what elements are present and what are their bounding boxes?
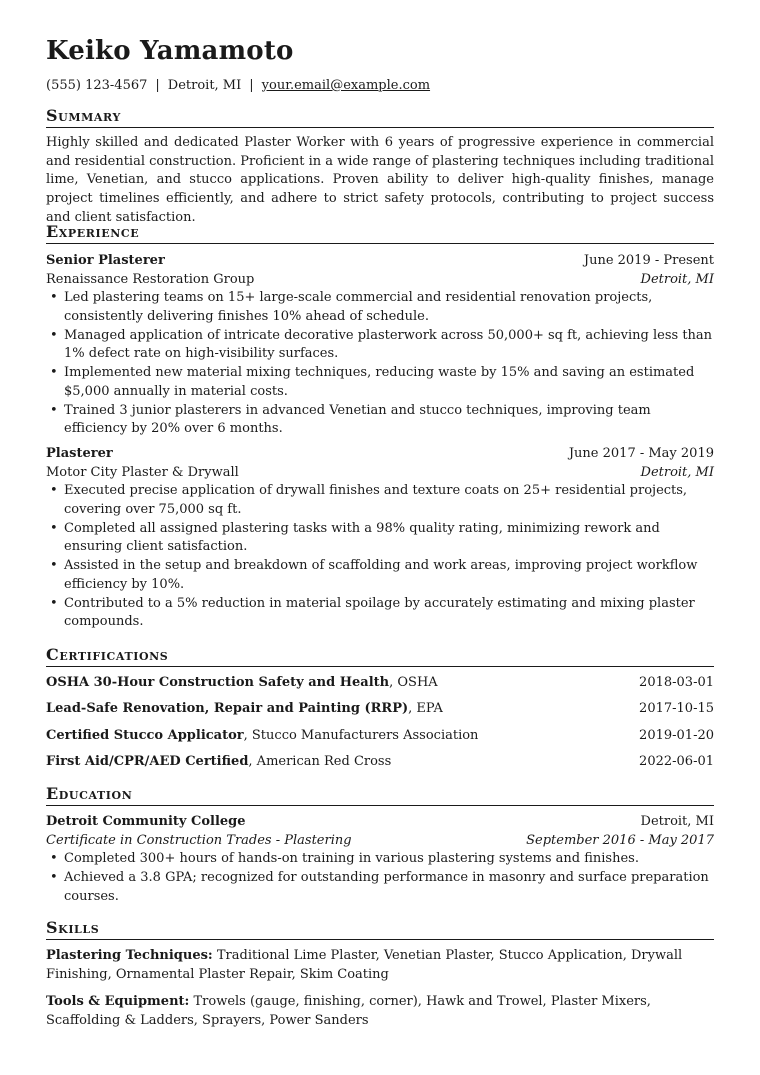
skill-group-text: Traditional Lime Plaster, Venetian Plaster, Stucco Application, Drywall Finishing, Ornamental Plaster Repair, Skim Coating	[46, 948, 683, 982]
job-dates: June 2019 - Present	[583, 253, 714, 268]
school-name: Detroit Community College	[46, 814, 246, 829]
candidate-name: Keiko Yamamoto	[46, 36, 294, 66]
list-item: • Trained 3 junior plasterers in advanced Venetian and stucco techniques, improving team efficiency by 20% over 6 months.	[46, 402, 714, 439]
certification-issuer: , EPA	[408, 701, 443, 717]
certification-name: Certified Stucco Applicator	[46, 727, 244, 743]
section-title-skills: Skills	[46, 918, 714, 940]
skill-group-label: Plastering Techniques:	[46, 948, 213, 963]
skill-group-label: Tools & Equipment:	[46, 994, 190, 1010]
certification-date: 2022-06-01	[639, 753, 714, 769]
certification-name: OSHA 30-Hour Construction Safety and Health	[46, 675, 390, 690]
phone: (555) 123-4567	[46, 78, 148, 93]
certification-date: 2017-10-15	[639, 701, 714, 717]
list-item: • Assisted in the setup and breakdown of scaffolding and work areas, improving project workflow efficiency by 10%.	[46, 557, 714, 594]
experience-section	[46, 222, 714, 632]
certification-issuer: , American Red Cross	[248, 753, 392, 769]
job-entry	[46, 252, 714, 439]
certification-issuer: , Stucco Manufacturers Association	[243, 727, 479, 743]
certification-row	[46, 670, 714, 696]
job-location: Detroit, MI	[640, 464, 714, 480]
contact-line	[46, 78, 430, 93]
job-role: Senior Plasterer	[46, 253, 165, 268]
location: Detroit, MI	[167, 78, 242, 93]
job-bullets	[46, 289, 714, 439]
certification-name: First Aid/CPR/AED Certified	[46, 753, 249, 769]
email-link[interactable]: your.email@example.com	[261, 78, 431, 93]
contact-separator: |	[249, 78, 254, 93]
job-role: Plasterer	[46, 446, 113, 461]
program-name: Certificate in Construction Trades - Plastering	[46, 832, 352, 848]
list-item: • Contributed to a 5% reduction in material spoilage by accurately estimating and mixing plaster compounds.	[46, 595, 714, 632]
certification-name: Lead-Safe Renovation, Repair and Painting (RRP)	[46, 701, 409, 717]
certification-row	[46, 749, 714, 775]
job-location: Detroit, MI	[640, 271, 714, 287]
education-entry	[46, 813, 714, 906]
education-dates: September 2016 - May 2017	[526, 832, 714, 848]
section-title-experience: Experience	[46, 222, 714, 244]
list-item: • Led plastering teams on 15+ large-scale commercial and residential renovation projects, consistently delivering finishes 10% ahead of schedule.	[46, 289, 714, 326]
job-entry	[46, 445, 714, 632]
certification-issuer: , OSHA	[389, 675, 438, 690]
school-location: Detroit, MI	[640, 814, 714, 829]
certification-row	[46, 723, 714, 749]
job-company: Renaissance Restoration Group	[46, 271, 255, 287]
skill-group	[46, 947, 714, 984]
job-company: Motor City Plaster & Drywall	[46, 464, 239, 480]
contact-separator: |	[155, 78, 160, 93]
job-bullets	[46, 482, 714, 632]
section-title-certifications: Certifications	[46, 645, 714, 667]
certification-list	[46, 670, 714, 775]
job-dates: June 2017 - May 2019	[568, 446, 714, 461]
education-bullets	[46, 850, 714, 906]
section-title-summary: Summary	[46, 106, 714, 128]
list-item: • Achieved a 3.8 GPA; recognized for outstanding performance in masonry and surface preparation courses.	[46, 869, 714, 906]
list-item: • Completed 300+ hours of hands-on training in various plastering systems and finishes.	[46, 850, 714, 869]
certification-date: 2018-03-01	[639, 675, 714, 690]
certification-row	[46, 696, 714, 722]
certification-date: 2019-01-20	[639, 727, 714, 743]
skill-group-text: Trowels (gauge, finishing, corner), Hawk and Trowel, Plaster Mixers, Scaffolding & Ladders, Sprayers, Power Sanders	[46, 994, 651, 1029]
education-section	[46, 784, 714, 906]
summary-section	[46, 106, 714, 228]
list-item: • Completed all assigned plastering tasks with a 98% quality rating, minimizing rework and ensuring client satisfaction.	[46, 520, 714, 557]
summary-text: Highly skilled and dedicated Plaster Worker with 6 years of progressive experience in commercial and residential construction. Proficient in a wide range of plastering techniques including traditional lime, Venetian, and stucco applications. Proven ability to deliver high-quality finishes, manage project timelines efficiently, and adhere to strict safety protocols, contributing to project success and client satisfaction.	[46, 135, 714, 225]
certifications-section	[46, 645, 714, 775]
skill-group	[46, 993, 714, 1030]
section-title-education: Education	[46, 784, 714, 806]
skills-section	[46, 918, 714, 1031]
list-item: • Managed application of intricate decorative plasterwork across 50,000+ sq ft, achieving less than 1% defect rate on high-visibility surfaces.	[46, 327, 714, 364]
list-item: • Implemented new material mixing techniques, reducing waste by 15% and saving an estimated $5,000 annually in material costs.	[46, 364, 714, 401]
list-item: • Executed precise application of drywall finishes and texture coats on 25+ residential projects, covering over 75,000 sq ft.	[46, 482, 714, 519]
